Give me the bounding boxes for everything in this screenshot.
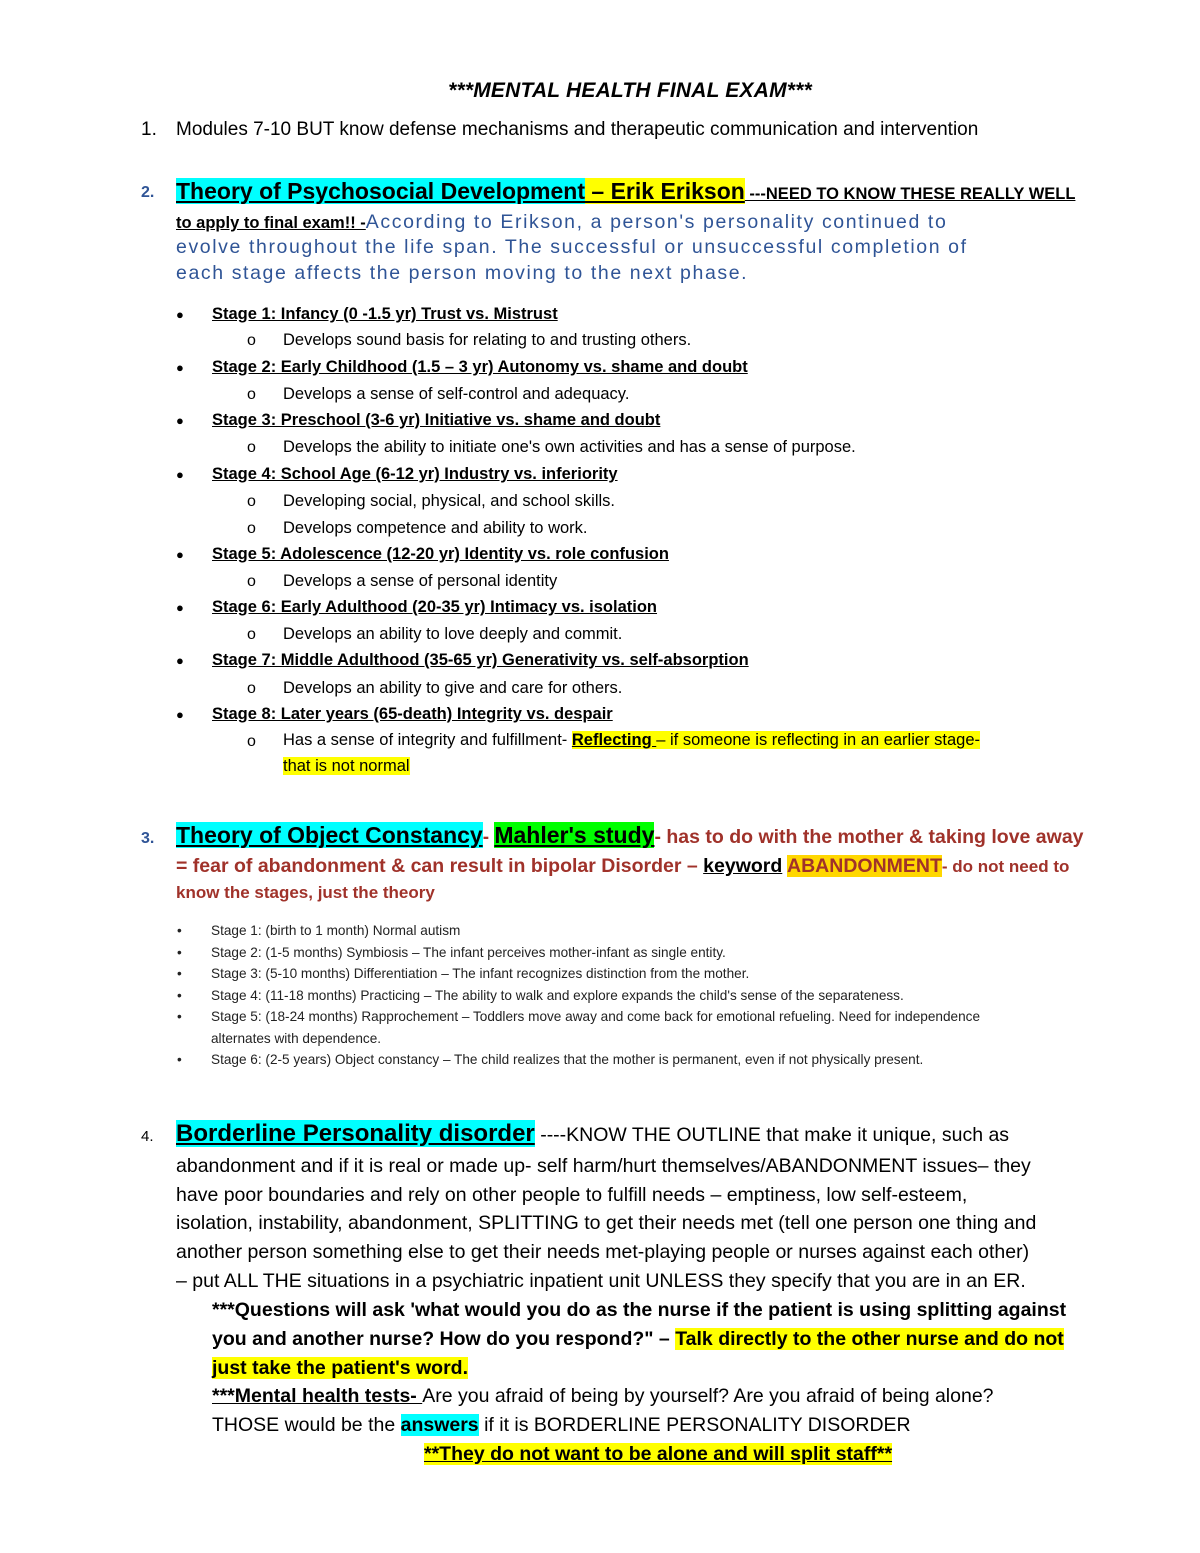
item4-l1-rest: ----KNOW THE OUTLINE that make it unique, such as (534, 1124, 1010, 1146)
page-title: ***MENTAL HEALTH FINAL EXAM*** (448, 79, 812, 102)
erikson-stage-2: Stage 2: Early Childhood (1.5 – 3 yr) Autonomy vs. shame and doubt (212, 358, 748, 376)
item1-text: Modules 7-10 BUT know defense mechanisms and therapeutic communication and intervention (176, 119, 979, 140)
bullet-icon: • (177, 1052, 182, 1067)
bullet-icon: • (177, 1009, 182, 1024)
stage8-sub-a: Has a sense of integrity and fulfillment- (283, 731, 572, 749)
erikson-stage-6: Stage 6: Early Adulthood (20-35 yr) Intimacy vs. isolation (212, 598, 658, 616)
item4-q1: ***Questions will ask 'what would you do as the nurse if the patient is using splitting against (212, 1299, 1067, 1321)
item4-number: 4. (141, 1128, 154, 1145)
circle-bullet-icon: o (247, 439, 256, 456)
item4-final-line (424, 1440, 892, 1469)
item4-t1a: ***Mental health tests- (212, 1385, 423, 1407)
item3-dash: - (482, 827, 495, 848)
mahler-stage-5-cont: alternates with dependence. (211, 1031, 382, 1046)
bullet-icon: • (177, 966, 182, 981)
erikson-stage-7: Stage 7: Middle Adulthood (35-65 yr) Generativity vs. self-absorption (212, 651, 749, 669)
item4-final: **They do not want to be alone and will split staff** (424, 1443, 893, 1465)
mahler-stage-6: Stage 6: (2-5 years) Object constancy – The child realizes that the mother is permanent, even if not physically present. (211, 1052, 924, 1067)
item2-blue-line2: evolve throughout the life span. The successful or unsuccessful completion of (176, 236, 968, 258)
item4-q3-line (212, 1354, 468, 1383)
item3-line2-b: - do not need to (941, 857, 1070, 876)
item4-t2a: THOSE would be the (212, 1414, 401, 1436)
erikson-stage-8: Stage 8: Later years (65-death) Integrity vs. despair (212, 705, 613, 723)
item4-t1b: Are you afraid of being by yourself? Are you afraid of being alone? (422, 1385, 994, 1407)
item4-t2-line (212, 1411, 911, 1440)
item4-q2b: Talk directly to the other nurse and do not (675, 1328, 1064, 1350)
mahler-stage-1: Stage 1: (birth to 1 month) Normal autism (211, 923, 461, 938)
stage8-sub-d: that is not (283, 757, 355, 775)
bullet-icon: ● (176, 413, 184, 428)
erikson-stage-3: Stage 3: Preschool (3-6 yr) Initiative vs. shame and doubt (212, 411, 661, 429)
item2-heading: Theory of Psychosocial Development (176, 178, 586, 204)
item4-heading: Borderline Personality disorder (176, 1120, 535, 1147)
circle-bullet-icon: o (247, 520, 256, 537)
erikson-stage-4-sub-2: Develops competence and ability to work. (283, 519, 588, 537)
item4-t2c: if it is BORDERLINE PERSONALITY DISORDER (478, 1414, 911, 1436)
erikson-stage-4: Stage 4: School Age (6-12 yr) Industry vs. inferiority (212, 465, 618, 483)
erikson-stage-5: Stage 5: Adolescence (12-20 yr) Identity vs. role confusion (212, 545, 669, 563)
erikson-stage-8-sub-line1 (283, 731, 980, 750)
item4-q2-line (212, 1325, 1064, 1354)
erikson-stage-2-sub: Develops a sense of self-control and adequacy. (283, 385, 630, 403)
circle-bullet-icon: o (247, 332, 256, 349)
bullet-icon: ● (176, 547, 184, 562)
item4-l3: have poor boundaries and rely on other people to fulfill needs – emptiness, low self-esteem, (176, 1184, 968, 1206)
item4-l5: another person something else to get their needs met-playing people or nurses against each other) (176, 1241, 1030, 1263)
item3-line1-rest: - has to do with the mother & taking love away (654, 826, 1084, 848)
item4-l6: – put ALL THE situations in a psychiatric inpatient unit UNLESS they specify that you are in an ER. (176, 1270, 1026, 1292)
item3-line2 (176, 855, 1069, 878)
bullet-icon: ● (176, 360, 184, 375)
item1-number: 1. (141, 119, 157, 140)
bullet-icon: • (177, 945, 182, 960)
stage8-reflecting: Reflecting (571, 731, 657, 749)
erikson-stage-5-sub: Develops a sense of personal identity (283, 572, 558, 590)
bullet-icon: ● (176, 600, 184, 615)
mahler-stage-2: Stage 2: (1-5 months) Symbiosis – The infant perceives mother-infant as single entity. (211, 945, 726, 960)
item4-q2a: you and another nurse? How do you respond?" – (212, 1328, 676, 1350)
item2-blue-line3: each stage affects the person moving to the next phase. (176, 262, 749, 284)
circle-bullet-icon: o (247, 626, 256, 643)
bullet-icon: • (177, 988, 182, 1003)
circle-bullet-icon: o (247, 573, 256, 590)
bullet-icon: • (177, 923, 182, 938)
item2-author: – Erik Erikson (585, 178, 745, 204)
erikson-stage-8-sub-line2 (283, 757, 410, 776)
bullet-icon: ● (176, 707, 184, 722)
circle-bullet-icon: o (247, 680, 256, 697)
item2-blue-line1: According to Erikson, a person's personality continued to (365, 211, 948, 233)
item2-note-line2: to apply to final exam!! - (176, 214, 366, 232)
item3-line2-a: = fear of abandonment & can result in bipolar Disorder – (176, 855, 704, 877)
circle-bullet-icon: o (247, 733, 256, 750)
item2-heading-line (176, 178, 1075, 205)
item2-number: 2. (141, 184, 155, 201)
item4-q3: just take the patient's word. (212, 1357, 469, 1379)
item3-mahler: Mahler's study (494, 822, 655, 848)
erikson-stage-3-sub: Develops the ability to initiate one's own activities and has a sense of purpose. (283, 438, 856, 456)
item2-note-line2-row (176, 209, 947, 235)
item3-abandonment: ABANDONMENT (786, 855, 942, 877)
stage8-sub-e: normal (354, 757, 410, 775)
bullet-icon: ● (176, 307, 184, 322)
mahler-stage-3: Stage 3: (5-10 months) Differentiation – The infant recognizes distinction from the mother. (211, 966, 750, 981)
stage8-sub-c: – if someone is reflecting in an earlier stage- (656, 731, 980, 749)
circle-bullet-icon: o (247, 493, 256, 510)
item3-line3: know the stages, just the theory (176, 883, 435, 902)
item4-l4: isolation, instability, abandonment, SPLITTING to get their needs met (tell one person one thing and (176, 1212, 1037, 1234)
item4-l2: abandonment and if it is real or made up- self harm/hurt themselves/ABANDONMENT issues– they (176, 1155, 1031, 1177)
circle-bullet-icon: o (247, 386, 256, 403)
item4-heading-line (176, 1120, 1009, 1148)
item3-keyword: keyword (703, 855, 783, 877)
erikson-stage-6-sub: Develops an ability to love deeply and commit. (283, 625, 623, 643)
item3-number: 3. (141, 830, 155, 847)
bullet-icon: ● (176, 467, 184, 482)
mahler-stage-4: Stage 4: (11-18 months) Practicing – The ability to walk and explore expands the child's sense of the separateness. (211, 988, 904, 1003)
erikson-stage-4-sub-1: Developing social, physical, and school skills. (283, 492, 615, 510)
erikson-stage-7-sub: Develops an ability to give and care for others. (283, 679, 623, 697)
erikson-stage-1-sub: Develops sound basis for relating to and trusting others. (283, 331, 692, 349)
item3-heading-line (176, 822, 1084, 849)
item2-note-line1: ---NEED TO KNOW THESE REALLY WELL (744, 185, 1076, 203)
mahler-stage-5: Stage 5: (18-24 months) Rapprochement – Toddlers move away and come back for emotional refueling. Need for independence (211, 1009, 981, 1024)
item4-t2b: answers (400, 1414, 479, 1436)
erikson-stage-1: Stage 1: Infancy (0 -1.5 yr) Trust vs. Mistrust (212, 305, 558, 323)
item4-t1-line (212, 1382, 994, 1411)
item3-heading: Theory of Object Constancy (176, 822, 483, 848)
bullet-icon: ● (176, 653, 184, 668)
